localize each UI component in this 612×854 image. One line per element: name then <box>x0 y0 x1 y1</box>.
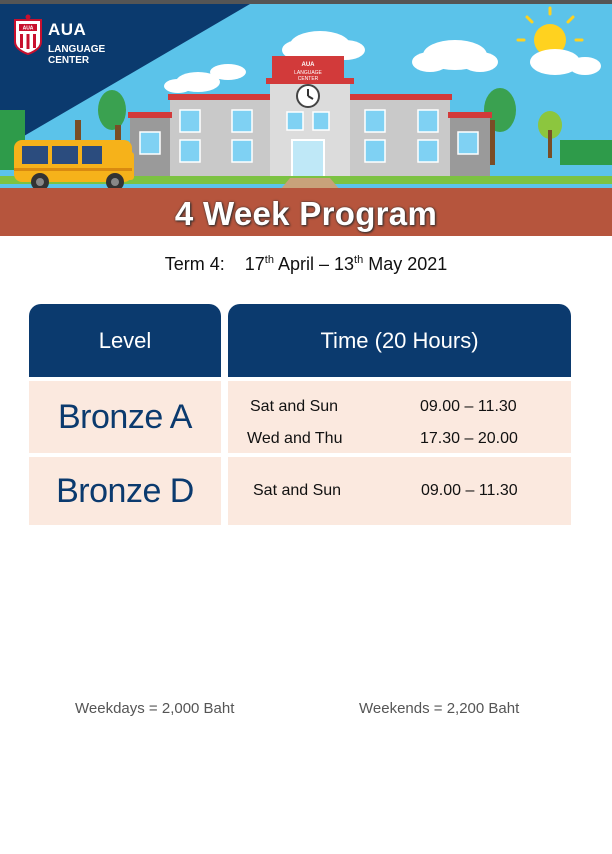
schedule-days: Sat and Sun <box>253 482 342 499</box>
term-start-month: April – <box>273 254 334 274</box>
svg-text:CENTER: CENTER <box>297 76 319 82</box>
clock-icon <box>297 85 319 107</box>
level-cell-bronze-d: Bronze D <box>29 457 221 525</box>
term-dates <box>0 254 612 275</box>
aua-logo-icon <box>12 14 44 56</box>
svg-text:AUA: AUA <box>301 62 315 68</box>
schedule-days: Sat and Sun <box>250 398 339 415</box>
hero-banner <box>0 0 612 236</box>
brand-name: AUA <box>48 20 87 39</box>
brand <box>12 14 132 74</box>
weekends-price: Weekends = 2,200 Baht <box>359 700 520 717</box>
term-end-rest: May 2021 <box>363 254 448 274</box>
brand-subtitle: LANGUAGE CENTER <box>48 44 106 66</box>
time-column-header: Time (20 Hours) <box>228 304 571 377</box>
term-label: Term 4: <box>164 254 225 274</box>
term-end-day: 13 <box>333 254 355 274</box>
term-start-day: 17 <box>244 254 265 274</box>
term-end-suffix: th <box>354 254 364 266</box>
weekdays-price: Weekdays = 2,000 Baht <box>75 700 235 717</box>
schedule-time: 17.30 – 20.00 <box>420 430 518 447</box>
term-start-suffix: th <box>264 254 274 266</box>
schedule-cell-bronze-a <box>228 381 571 453</box>
svg-text:AUA: AUA <box>22 25 34 32</box>
schedule-time: 09.00 – 11.30 <box>421 482 518 499</box>
svg-text:LANGUAGE: LANGUAGE <box>294 70 322 76</box>
schedule-days: Wed and Thu <box>247 430 343 447</box>
schedule-cell-bronze-d <box>228 457 571 525</box>
program-title: 4 Week Program <box>174 195 438 232</box>
level-cell-bronze-a: Bronze A <box>29 381 221 453</box>
level-column-header: Level <box>29 304 221 377</box>
schedule-time: 09.00 – 11.30 <box>420 398 517 415</box>
